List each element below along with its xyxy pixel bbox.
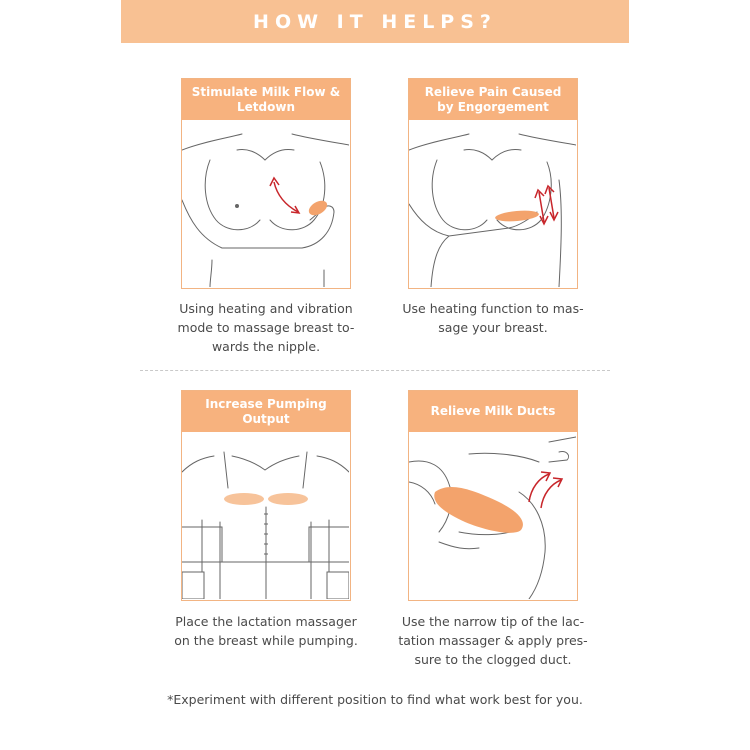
illustration-stimulate <box>182 120 349 287</box>
section-divider <box>140 370 610 371</box>
illustration-pumping <box>182 432 349 599</box>
card-title: Increase Pumping Output <box>182 391 350 432</box>
card-relieve-pain <box>408 78 578 289</box>
footnote: *Experiment with different position to find what work best for you. <box>167 692 583 707</box>
card-caption: Place the lactation massager on the breast while pumping. <box>174 614 358 648</box>
card-title: Stimulate Milk Flow & Letdown <box>182 79 350 120</box>
card-increase-pumping <box>181 390 351 601</box>
page-title: HOW IT HELPS? <box>253 10 497 33</box>
card-relieve-ducts <box>408 390 578 601</box>
illustration-ducts <box>409 432 576 599</box>
card-title: Relieve Pain Caused by Engorgement <box>409 79 577 120</box>
illustration-relieve-pain <box>409 120 576 287</box>
header-banner <box>121 0 629 43</box>
card-caption: Use heating function to mas-sage your breast. <box>402 301 584 335</box>
card-caption: Using heating and vibration mode to massage breast to-wards the nipple. <box>177 301 355 354</box>
card-caption: Use the narrow tip of the lac-tation massager & apply pres-sure to the clogged duct. <box>398 614 588 667</box>
card-title: Relieve Milk Ducts <box>409 391 577 432</box>
card-stimulate-milk-flow <box>181 78 351 289</box>
